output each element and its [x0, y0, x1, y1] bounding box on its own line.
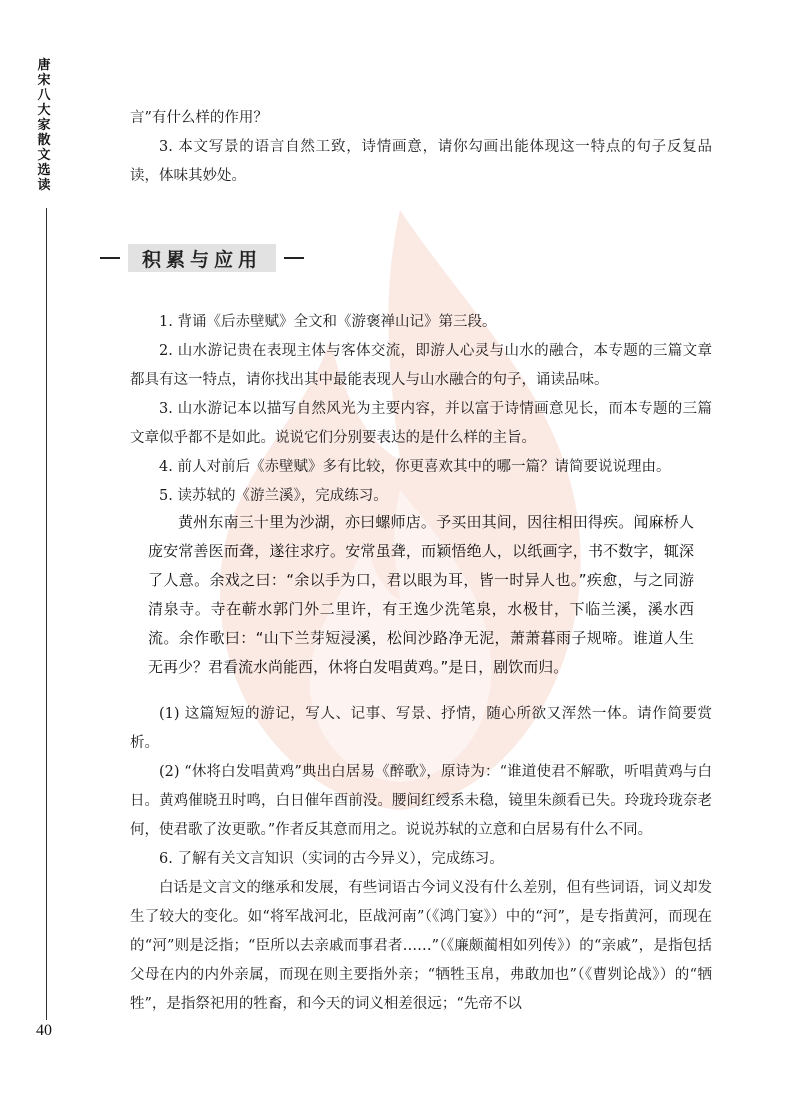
sidebar [0, 0, 60, 1120]
sub-question-1: (1) 这篇短短的游记，写人、记事、写景、抒情，随心所欲又浑然一体。请作简要赏析。 [130, 706, 712, 751]
exercise-2: 2. 山水游记贵在表现主体与客体交流，即游人心灵与山水的融合，本专题的三篇文章都具有这一特点，请你找出其中最能表现人与山水融合的句子，诵读品味。 [130, 343, 712, 388]
exercise-4: 4. 前人对前后《赤壁赋》多有比较，你更喜欢其中的哪一篇？请简要说说理由。 [159, 459, 671, 475]
exercise-1: 1. 背诵《后赤壁赋》全文和《游褒禅山记》第三段。 [159, 314, 497, 330]
sub-question-2: (2) “休将白发唱黄鸡”典出白居易《醉歌》，原诗为：“谁道使君不解歌，听唱黄鸡与白日。黄鸡催晓丑时鸣，白日催年酉前没。腰间红绶系未稳，镜里朱颜看已失。玲珑玲珑奈老何，使君歌了汝更歌。”作者反其意而用之。说说苏轼的立意和白居易有什么不同。 [130, 764, 712, 838]
heading-left-dash [100, 257, 120, 259]
section-title: 积累与应用 [128, 244, 276, 272]
question-3: 3. 本文写景的语言自然工致，诗情画意，请你勾画出能体现这一特点的句子反复品读，体味其妙处。 [130, 139, 712, 184]
page-number: 40 [36, 1022, 52, 1039]
top-content [130, 104, 712, 191]
exercise-3: 3. 山水游记本以描写自然风光为主要内容，并以富于诗情画意见长，而本专题的三篇文章似乎都不是如此。说说它们分别要表达的是什么样的主旨。 [130, 401, 712, 446]
quoted-passage: 黄州东南三十里为沙湖，亦曰螺师店。予买田其间，因往相田得疾。闻麻桥人庞安常善医而聋，遂往求疗。安常虽聋，而颖悟绝人，以纸画字，书不数字，辄深了人意。余戏之曰：“余以手为口，君以眼为耳，皆一时异人也。”疾愈，与之同游清泉寺。寺在蕲水郭门外二里许，有王逸少洗笔泉，水极甘，下临兰溪，溪水西流。余作歌曰：“山下兰芽短浸溪，松间沙路净无泥，萧萧暮雨子规啼。谁道人生无再少？君看流水尚能西，休将白发唱黄鸡。”是日，剧饮而归。 [148, 513, 694, 676]
sidebar-rule [46, 208, 47, 1020]
exercise-5: 5. 读苏轼的《游兰溪》，完成练习。 [159, 488, 388, 504]
exercise-6: 6. 了解有关文言知识（实词的古今异义），完成练习。 [159, 851, 504, 867]
tail-content [130, 700, 712, 1019]
continued-line: 言”有什么样的作用？ [130, 110, 268, 126]
section-heading [100, 244, 304, 272]
heading-right-dash [284, 257, 304, 259]
exercise-list [130, 308, 712, 511]
explanation-paragraph: 白话是文言文的继承和发展，有些词语古今词义没有什么差别，但有些词语，词义却发生了较大的变化。如“将军战河北，臣战河南”（《鸿门宴》）中的“河”，是专指黄河，而现在的“河”则是泛指；“臣所以去亲戚而事君者……”（《廉颇蔺相如列传》）的“亲戚”，是指包括父母在内的内外亲属，而现在则主要指外亲；“牺牲玉帛，弗敢加也”（《曹刿论战》）的“牺牲”，是指祭祀用的牲畜，和今天的词义相差很远；“先帝不以 [130, 880, 712, 1012]
book-title: 唐宋八大家散文选读 [37, 58, 51, 193]
